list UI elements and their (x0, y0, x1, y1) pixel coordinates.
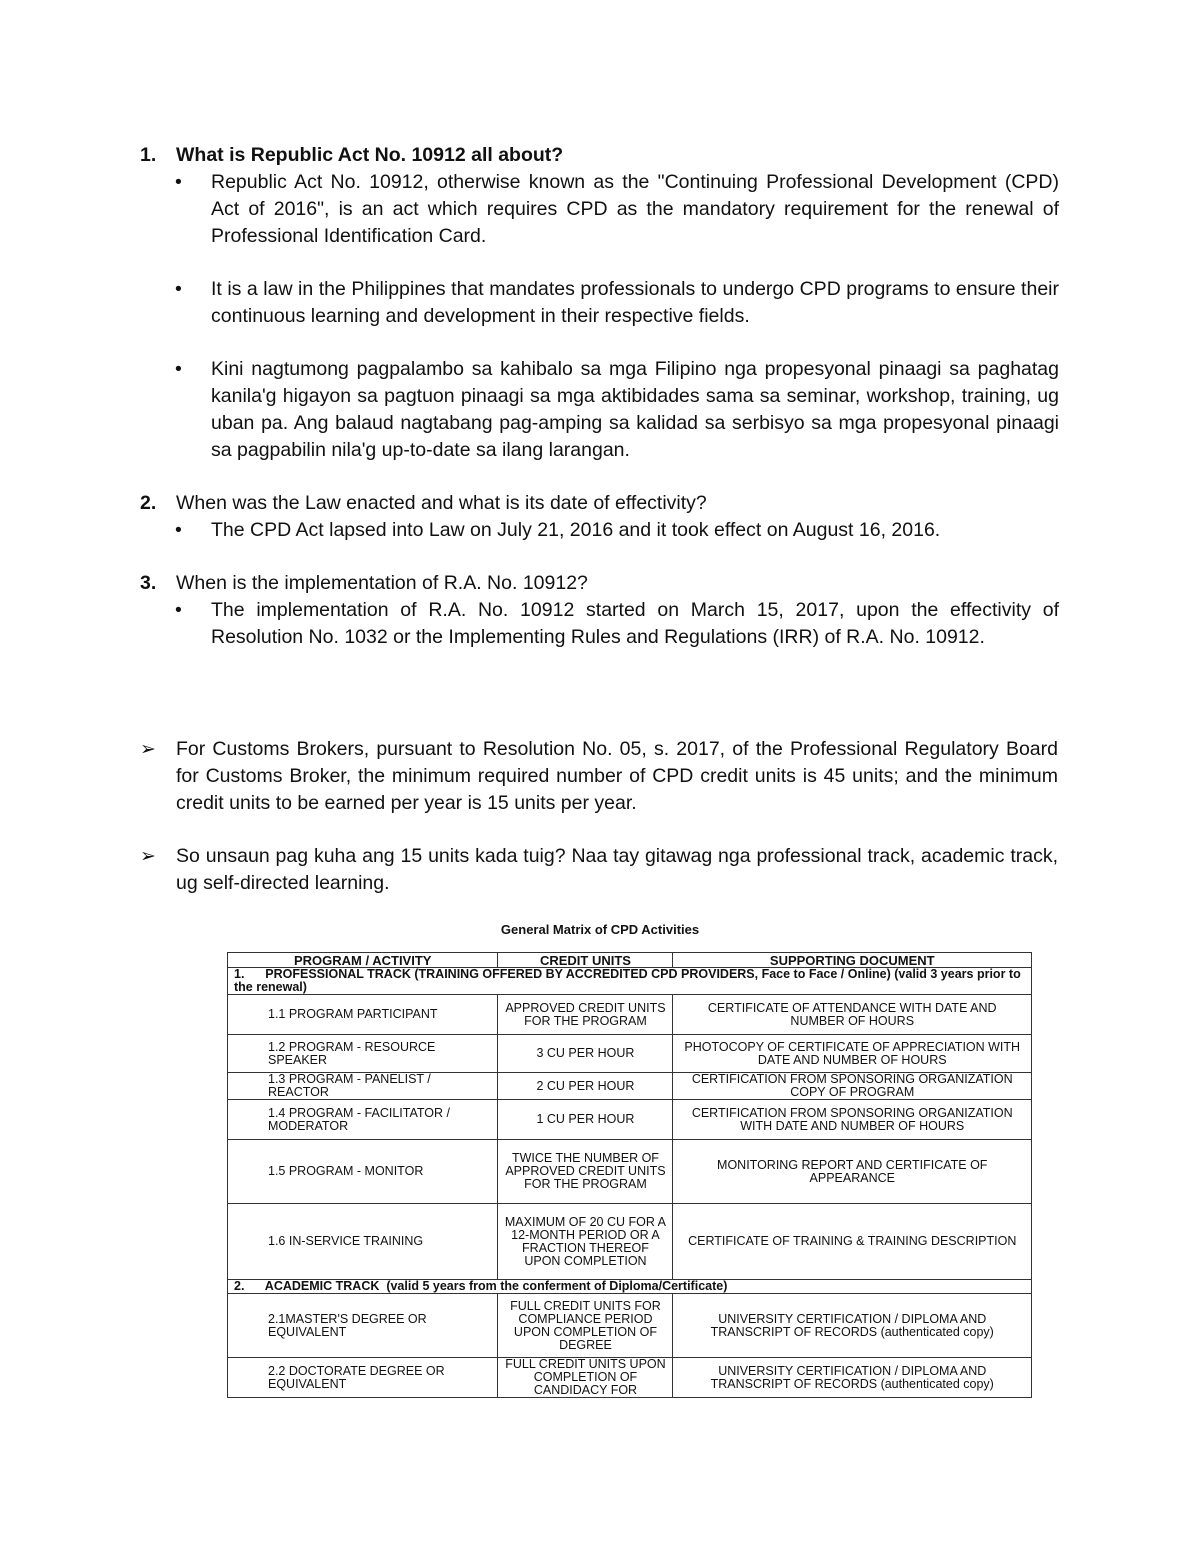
table-row (228, 1035, 1032, 1073)
question-number: 2. (140, 492, 157, 514)
answer-text: Kini nagtumong pagpalambo sa kahibalo sa mga Filipino nga propesyonal pinaagi sa paghatag kanila'g higayon sa pagtuon pinaagi sa mga aktibidades sama sa seminar, workshop, training, ug uban pa. Ang balaud nagtabang pag-amping sa kalidad sa serbisyo sa mga propesyonal pinaagi sa pagpabilin nila'g up-to-date sa ilang larangan. (211, 358, 1059, 461)
activity-cell: 1.4 PROGRAM - FACILITATOR / MODERATOR (228, 1100, 498, 1140)
credit-cell: MAXIMUM OF 20 CU FOR A 12-MONTH PERIOD OR A FRACTION THEREOF UPON COMPLETION (498, 1204, 673, 1280)
question-text: When is the implementation of R.A. No. 10912? (176, 572, 588, 594)
document-cell: CERTIFICATE OF ATTENDANCE WITH DATE AND NUMBER OF HOURS (673, 995, 1032, 1035)
credit-cell: APPROVED CREDIT UNITS FOR THE PROGRAM (498, 995, 673, 1035)
activity-cell: 1.1 PROGRAM PARTICIPANT (228, 995, 498, 1035)
document-cell: CERTIFICATE OF TRAINING & TRAINING DESCRIPTION (673, 1204, 1032, 1280)
question-text: What is Republic Act No. 10912 all about? (176, 144, 564, 166)
credit-cell: 3 CU PER HOUR (498, 1035, 673, 1073)
table-row (228, 1204, 1032, 1280)
arrow-bullet-icon: ➢ (140, 846, 156, 867)
section-label: 1. PROFESSIONAL TRACK (TRAINING OFFERED BY ACCREDITED CPD PROVIDERS, Face to Face / Online) (valid 3 years prior to the renewal) (228, 968, 1032, 995)
activity-cell: 2.1MASTER'S DEGREE OR EQUIVALENT (228, 1294, 498, 1358)
answer-text: Republic Act No. 10912, otherwise known as the "Continuing Professional Development (CPD) Act of 2016", is an act which requires CPD as the mandatory requirement for the renewal of Professional Identification Card. (211, 171, 1059, 247)
bullet-icon: • (175, 358, 182, 380)
credit-cell: 1 CU PER HOUR (498, 1100, 673, 1140)
bullet-icon: • (175, 278, 182, 300)
table-header-row (228, 953, 1032, 968)
table-row (228, 1073, 1032, 1100)
matrix-title: General Matrix of CPD Activities (500, 922, 700, 937)
table-row (228, 1358, 1032, 1398)
activity-cell: 2.2 DOCTORATE DEGREE OR EQUIVALENT (228, 1358, 498, 1398)
credit-cell: FULL CREDIT UNITS UPON COMPLETION OF CANDIDACY FOR (498, 1358, 673, 1398)
column-header: SUPPORTING DOCUMENT (673, 953, 1032, 968)
credit-cell: TWICE THE NUMBER OF APPROVED CREDIT UNITS FOR THE PROGRAM (498, 1140, 673, 1204)
note-text: For Customs Brokers, pursuant to Resolution No. 05, s. 2017, of the Professional Regulatory Board for Customs Broker, the minimum required number of CPD credit units is 45 units; and the minimum credit units to be earned per year is 15 units per year. (176, 738, 1058, 814)
bullet-icon: • (175, 599, 182, 621)
column-header: PROGRAM / ACTIVITY (228, 953, 498, 968)
answer-text: It is a law in the Philippines that mandates professionals to undergo CPD programs to ensure their continuous learning and development in their respective fields. (211, 278, 1059, 327)
document-cell: UNIVERSITY CERTIFICATION / DIPLOMA AND TRANSCRIPT OF RECORDS (authenticated copy) (673, 1358, 1032, 1398)
arrow-bullet-icon: ➢ (140, 739, 156, 760)
document-cell: UNIVERSITY CERTIFICATION / DIPLOMA AND TRANSCRIPT OF RECORDS (authenticated copy) (673, 1294, 1032, 1358)
question-number: 3. (140, 572, 157, 594)
question-number: 1. (140, 144, 157, 166)
activity-cell: 1.2 PROGRAM - RESOURCE SPEAKER (228, 1035, 498, 1073)
bullet-icon: • (175, 171, 182, 193)
table-row (228, 1140, 1032, 1204)
credit-cell: FULL CREDIT UNITS FOR COMPLIANCE PERIOD UPON COMPLETION OF DEGREE (498, 1294, 673, 1358)
section-label: 2. ACADEMIC TRACK (valid 5 years from the conferment of Diploma/Certificate) (228, 1280, 1032, 1294)
cpd-matrix-table (227, 952, 1032, 1398)
answer-text: The implementation of R.A. No. 10912 started on March 15, 2017, upon the effectivity of Resolution No. 1032 or the Implementing Rules and Regulations (IRR) of R.A. No. 10912. (211, 599, 1059, 648)
document-cell: PHOTOCOPY OF CERTIFICATE OF APPRECIATION WITH DATE AND NUMBER OF HOURS (673, 1035, 1032, 1073)
question-text: When was the Law enacted and what is its date of effectivity? (176, 492, 707, 514)
document-cell: CERTIFICATION FROM SPONSORING ORGANIZATION WITH DATE AND NUMBER OF HOURS (673, 1100, 1032, 1140)
table-row (228, 995, 1032, 1035)
document-cell: CERTIFICATION FROM SPONSORING ORGANIZATION COPY OF PROGRAM (673, 1073, 1032, 1100)
bullet-icon: • (175, 519, 182, 541)
document-cell: MONITORING REPORT AND CERTIFICATE OF APPEARANCE (673, 1140, 1032, 1204)
note-text: So unsaun pag kuha ang 15 units kada tuig? Naa tay gitawag nga professional track, academic track, ug self-directed learning. (176, 845, 1058, 894)
activity-cell: 1.6 IN-SERVICE TRAINING (228, 1204, 498, 1280)
answer-text: The CPD Act lapsed into Law on July 21, 2016 and it took effect on August 16, 2016. (211, 519, 941, 541)
section-row (228, 1280, 1032, 1294)
section-row (228, 968, 1032, 995)
activity-cell: 1.3 PROGRAM - PANELIST / REACTOR (228, 1073, 498, 1100)
table-row (228, 1294, 1032, 1358)
activity-cell: 1.5 PROGRAM - MONITOR (228, 1140, 498, 1204)
credit-cell: 2 CU PER HOUR (498, 1073, 673, 1100)
table-row (228, 1100, 1032, 1140)
column-header: CREDIT UNITS (498, 953, 673, 968)
